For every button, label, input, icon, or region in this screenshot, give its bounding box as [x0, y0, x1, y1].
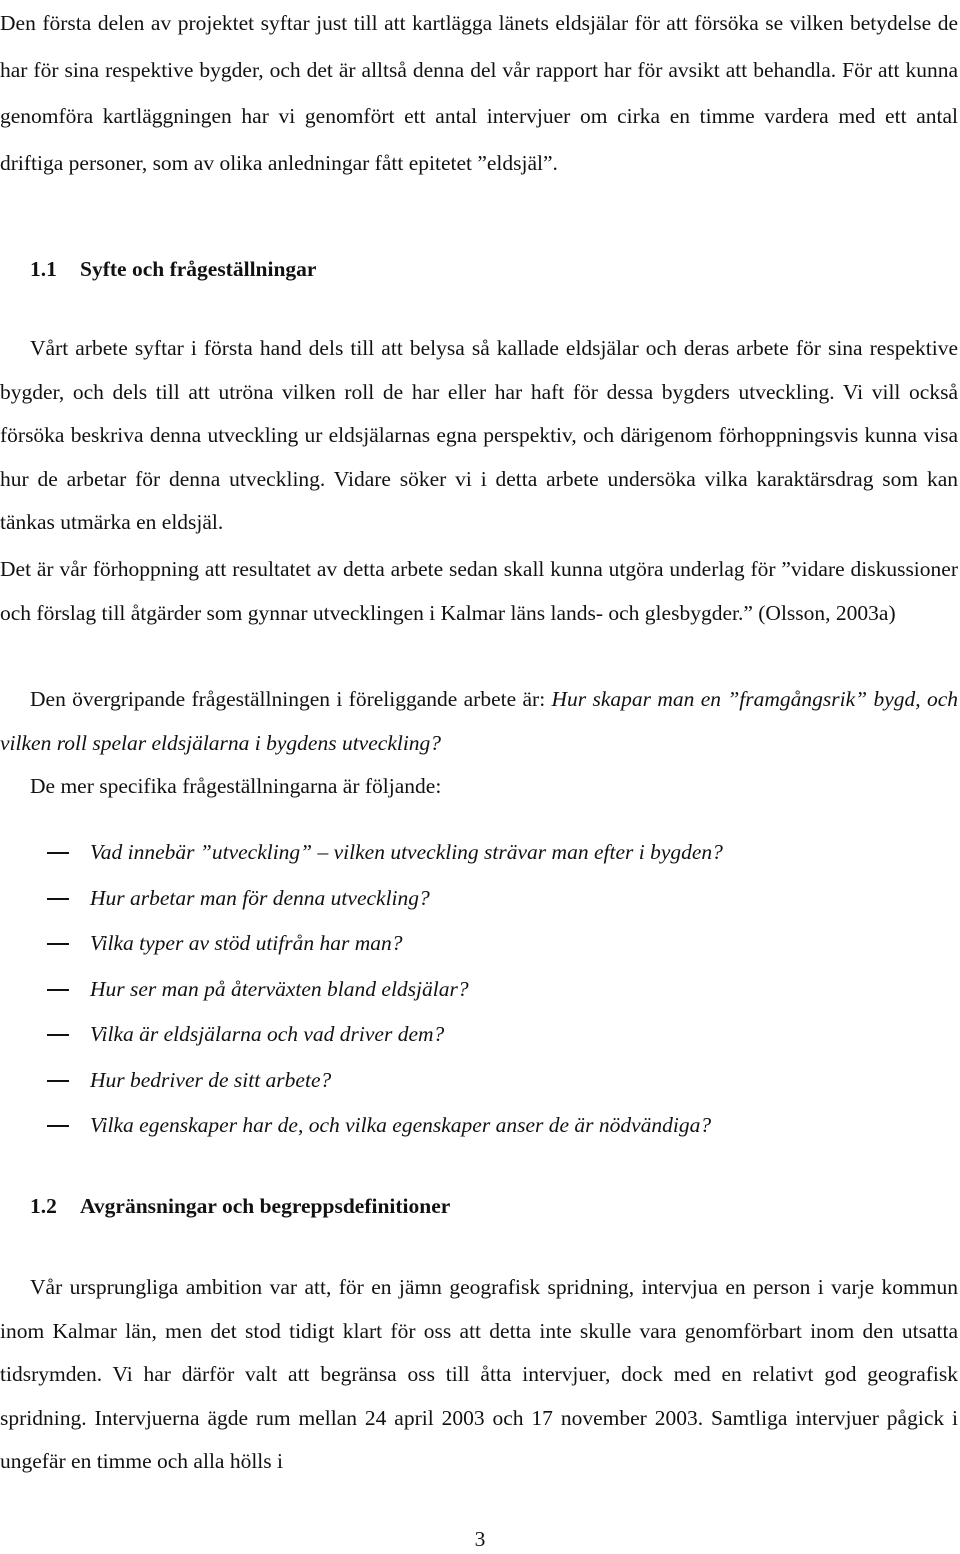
dash-bullet	[47, 1034, 69, 1036]
dash-bullet	[47, 943, 69, 945]
aim-paragraph	[0, 327, 958, 545]
section-title: Avgränsningar och begreppsdefinitioner	[80, 1194, 451, 1218]
section-number: 1.2	[30, 1194, 57, 1218]
aim-text: Vårt arbete syftar i första hand dels till att belysa så kallade eldsjälar och deras arbete för sina respektive bygder, och dels till att utröna vilken roll de har eller har haft för dessa bygders utveckling. Vi vill också försöka beskriva denna utveckling ur eldsjälarnas egna perspektiv, och därigenom förhoppningsvis kunna visa hur de arbetar för denna utveckling. Vidare söker vi i detta arbete undersöka vilka karaktärsdrag som kan tänkas utmärka en eldsjäl.	[0, 336, 958, 534]
question-text: Vilka är eldsjälarna och vad driver dem?	[90, 1022, 445, 1046]
page-number: 3	[474, 1527, 486, 1551]
dash-bullet	[47, 1080, 69, 1082]
section-heading-1-1	[30, 254, 316, 284]
dash-bullet	[47, 989, 69, 991]
section-heading-1-2	[30, 1191, 450, 1221]
question-text: Hur arbetar man för denna utveckling?	[90, 885, 430, 910]
section-number: 1.1	[30, 257, 57, 281]
question-text: Hur ser man på återväxten bland eldsjälar?	[90, 976, 469, 1001]
specific-questions-intro	[0, 765, 958, 809]
main-question-paragraph	[0, 678, 958, 765]
delimitations-text: Vår ursprungliga ambition var att, för en jämn geografisk spridning, intervjua en person i varje kommun inom Kalmar län, men det stod tidigt klart för oss att detta inte skulle vara genomförbart inom den utsatta tidsrymden. Vi har därför valt att begränsa oss till åtta intervjuer, dock med en relativt god geografisk spridning. Intervjuerna ägde rum mellan 24 april 2003 och 17 november 2003. Samtliga intervjuer pågick i ungefär en timme och alla hölls i	[0, 1275, 958, 1473]
delimitations-paragraph	[0, 1266, 958, 1484]
dash-bullet	[47, 1125, 69, 1127]
specific-intro-text: De mer specifika frågeställningarna är följande:	[30, 774, 442, 798]
dash-bullet	[47, 898, 69, 900]
section-title: Syfte och frågeställningar	[80, 257, 317, 281]
main-question: Hur skapar man en ”framgångsrik” bygd, och vilken roll spelar eldsjälarna i bygdens utveckling?	[0, 687, 959, 755]
dash-bullet	[47, 852, 69, 854]
question-text: Vilka typer av stöd utifrån har man?	[90, 931, 403, 955]
main-question-intro: Den övergripande frågeställningen i föreliggande arbete är:	[30, 687, 546, 711]
intro-paragraph: Den första delen av projektet syftar just till att kartlägga länets eldsjälar för att försöka se vilken betydelse de har för sina respektive bygder, och det är alltså denna del vår rapport har för avsikt att behandla. För att kunna genomföra kartläggningen har vi genomfört ett antal intervjuer om cirka en timme vardera med ett antal driftiga personer, som av olika anledningar fått epitetet ”eldsjäl”.	[0, 11, 958, 175]
question-text: Vilka egenskaper har de, och vilka egenskaper anser de är nödvändiga?	[90, 1113, 712, 1137]
question-text: Vad innebär ”utveckling” – vilken utveckling strävar man efter i bygden?	[90, 840, 723, 864]
question-text: Hur bedriver de sitt arbete?	[90, 1067, 332, 1092]
quote-paragraph: Det är vår förhoppning att resultatet av detta arbete sedan skall kunna utgöra underlag för ”vidare diskussioner och förslag till åtgärder som gynnar utvecklingen i Kalmar läns lands- och glesbygder.” (Olsson, 2003a)	[0, 557, 958, 625]
